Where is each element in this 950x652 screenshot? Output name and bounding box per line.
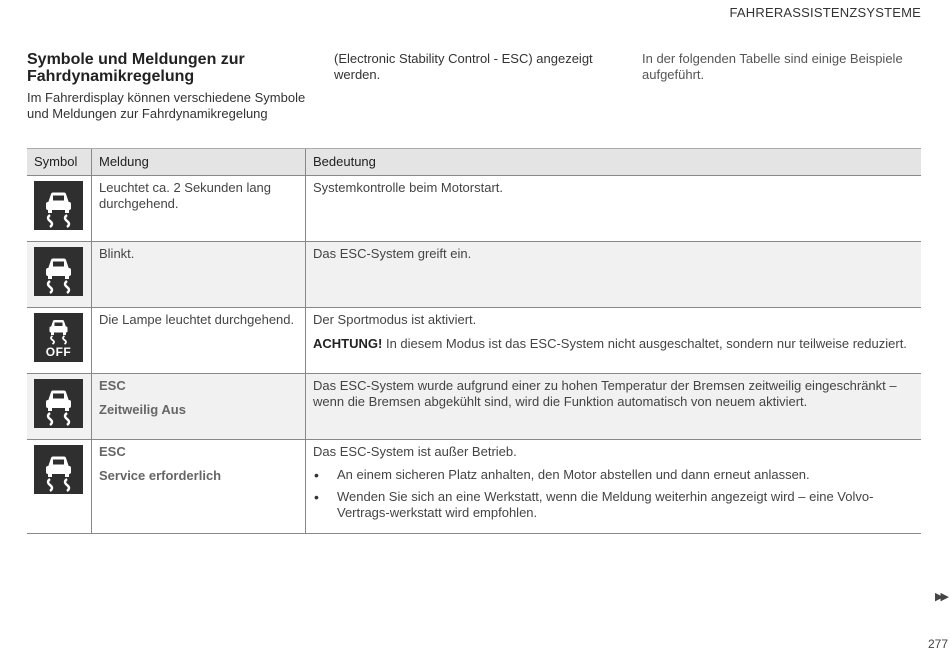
symbol-cell xyxy=(27,440,92,534)
meaning-cell xyxy=(306,308,922,374)
warning-text: In diesem Modus ist das ESC-System nicht ausgeschaltet, sondern nur teilweise reduziert. xyxy=(385,336,907,351)
esc-skid-icon xyxy=(34,379,83,428)
message-cell xyxy=(92,374,306,440)
intro-column-2 xyxy=(334,51,614,83)
warning-label: ACHTUNG! xyxy=(313,336,383,351)
esc-off-label: OFF xyxy=(45,345,72,359)
meaning-cell: Das ESC-System greift ein. xyxy=(306,242,922,308)
section-header: FAHRERASSISTENZSYSTEME xyxy=(729,5,921,20)
esc-skid-icon xyxy=(34,247,83,296)
symbol-cell xyxy=(27,374,92,440)
intro-text-2: (Electronic Stability Control - ESC) angezeigt werden. xyxy=(334,51,593,82)
meaning-cell: Das ESC-System wurde aufgrund einer zu hohen Temperatur der Bremsen zeitweilig eingeschränkt – wenn die Bremsen abgekühlt sind, wird die Funktion automatisch von neuem aktiviert. xyxy=(306,374,922,440)
table-row xyxy=(27,374,921,440)
esc-symbols-table xyxy=(27,148,921,534)
symbol-cell xyxy=(27,176,92,242)
message-title: ESC xyxy=(99,444,126,459)
esc-skid-icon xyxy=(34,181,83,230)
meaning-cell xyxy=(306,440,922,534)
meaning-text: Das ESC-System ist außer Betrieb. xyxy=(313,444,517,459)
message-cell xyxy=(92,440,306,534)
section-title: Symbole und Meldungen zur Fahrdynamikregelung xyxy=(27,51,245,85)
instruction-list xyxy=(313,467,914,521)
intro-column-1 xyxy=(27,51,312,122)
symbol-cell xyxy=(27,308,92,374)
message-cell: Blinkt. xyxy=(92,242,306,308)
intro-text-1: Im Fahrerdisplay können verschiedene Symbole und Meldungen zur Fahrdynamikregelung xyxy=(27,90,306,121)
table-row xyxy=(27,440,921,534)
table-header-row xyxy=(27,149,921,176)
message-cell: Die Lampe leuchtet durchgehend. xyxy=(92,308,306,374)
message-title: ESC xyxy=(99,378,126,393)
header-message: Meldung xyxy=(92,149,306,176)
table-row xyxy=(27,308,921,374)
symbol-cell xyxy=(27,242,92,308)
continue-arrow-icon: ▶▶ xyxy=(935,591,946,603)
table-row xyxy=(27,176,921,242)
message-subtitle: Zeitweilig Aus xyxy=(99,402,186,417)
meaning-text: Der Sportmodus ist aktiviert. xyxy=(313,312,477,327)
message-subtitle: Service erforderlich xyxy=(99,468,222,483)
meaning-cell: Systemkontrolle beim Motorstart. xyxy=(306,176,922,242)
message-cell: Leuchtet ca. 2 Sekunden lang durchgehend. xyxy=(92,176,306,242)
intro-text-3: In der folgenden Tabelle sind einige Beispiele aufgeführt. xyxy=(642,51,903,82)
list-item: • Wenden Sie sich an eine Werkstatt, wenn die Meldung weiterhin angezeigt wird – eine Volvo-Vertrags-werkstatt wird empfohlen. xyxy=(313,489,914,521)
page-number: 277 xyxy=(927,637,948,651)
header-symbol: Symbol xyxy=(27,149,92,176)
header-meaning: Bedeutung xyxy=(306,149,922,176)
warning-note xyxy=(313,336,914,352)
table-row xyxy=(27,242,921,308)
list-item: • An einem sicheren Platz anhalten, den Motor abstellen und dann erneut anlassen. xyxy=(313,467,914,483)
intro-column-3 xyxy=(642,51,927,83)
esc-off-icon xyxy=(34,313,83,362)
esc-skid-icon xyxy=(34,445,83,494)
